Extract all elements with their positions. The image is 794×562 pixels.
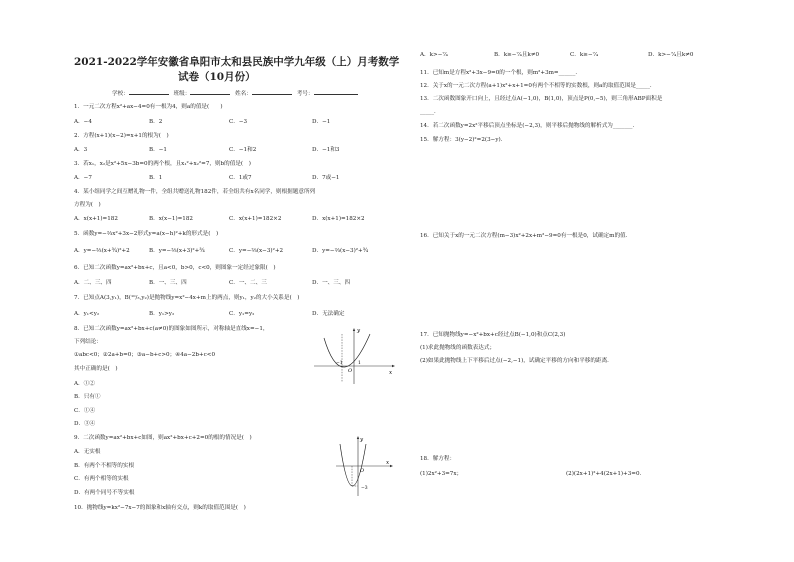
q6-option-d[interactable]: D．一、三、四 bbox=[312, 280, 351, 286]
q5-stem: 5．函数y=−⅔x²+3x−2形式y=a(x−h)²+k的形式是( ) bbox=[74, 231, 219, 237]
q9-option-d[interactable]: D．有两个同号不等实根 bbox=[74, 490, 135, 496]
q11-text: 11．已知m是方程x²+3x−9=0的一个根，则m²+3m=______． bbox=[420, 70, 581, 76]
q10-option-c[interactable]: C．k≥−⁷⁄₄ bbox=[570, 52, 599, 58]
q6-option-b[interactable]: B．一、三、四 bbox=[149, 280, 187, 286]
q6-option-c[interactable]: C．一、二、三 bbox=[229, 280, 267, 286]
q7-option-a[interactable]: A．y₁<y₂ bbox=[74, 311, 100, 317]
q8-parabola-graph bbox=[312, 324, 396, 386]
q5-option-b[interactable]: B．y=−⅔(x+3)²+¾ bbox=[149, 248, 205, 254]
q7-option-c[interactable]: C．y₁=y₂ bbox=[229, 311, 255, 317]
q8-stem-line4: 其中正确的是( ) bbox=[74, 366, 118, 372]
q17-line2: (1)求此抛物线的函数表达式； bbox=[420, 345, 496, 351]
q9-option-a[interactable]: A．无实根 bbox=[74, 449, 101, 455]
class-field[interactable] bbox=[190, 89, 230, 95]
q18-stem: 18．解方程： bbox=[420, 456, 456, 462]
q4-option-b[interactable]: B．x(x−1)=182 bbox=[149, 216, 193, 222]
q4-option-a[interactable]: A．x(x+1)=182 bbox=[74, 216, 118, 222]
q7-stem: 7．已知点A(3,y₁)，B(¹⁰/₃,y₂)是抛物线y=x²−4x+m上的两点，则y₁，y₂的大小关系是( ) bbox=[74, 295, 300, 301]
q9-stem: 9．二次函数y=ax²+bx+c如图，则ax²+bx+c+2=0的根的情况是( ) bbox=[74, 435, 252, 441]
q5-option-a[interactable]: A．y=−⅔(x+¾)²+2 bbox=[74, 248, 130, 254]
q18-part2: (2)(2x+1)²+4(2x+1)+3=0． bbox=[566, 471, 646, 477]
exam-title-line2: 试卷（10月份） bbox=[178, 71, 256, 83]
q8-graph-tick-1: 1 bbox=[358, 361, 361, 366]
q9-graph-y-label: y bbox=[360, 437, 364, 443]
school-label: 学校： bbox=[112, 91, 129, 97]
q3-stem: 3．若x₁，x₂是x²+5x−3b=0的两个根，且x₁²+x₂²=7，则b的值是( ) bbox=[74, 161, 251, 167]
exam-no-label: 考号： bbox=[296, 91, 314, 97]
q17-line3: (2)如果此抛物线上下平移后过点(−2,−1)，试确定平移的方向和平移的距离． bbox=[420, 358, 613, 364]
q8-option-c[interactable]: C．①④ bbox=[74, 408, 96, 414]
name-label: 姓名： bbox=[235, 91, 252, 97]
q4-option-d[interactable]: D．x(x+1)=182×2 bbox=[312, 216, 365, 222]
q2-stem: 2．方程(x+1)(x−2)=x+1的根为( ) bbox=[74, 133, 169, 139]
q5-option-c[interactable]: C．y=−⅔(x−3)²+2 bbox=[229, 248, 284, 254]
q3-option-b[interactable]: B．1 bbox=[149, 175, 163, 181]
q9-graph-origin: O bbox=[360, 468, 365, 474]
q9-parabola-graph bbox=[334, 434, 394, 498]
q8-graph-x-label: x bbox=[389, 370, 393, 376]
q2-option-b[interactable]: B．−1 bbox=[149, 147, 167, 153]
q8-stem-line1: 8．已知二次函数y=ax²+bx+c(a≠0)的图象如图所示，对称轴是直线x=−1， bbox=[74, 326, 269, 332]
q8-option-d[interactable]: D．③④ bbox=[74, 421, 96, 427]
school-field[interactable] bbox=[129, 89, 169, 95]
q8-graph-tick-neg1: −1 bbox=[336, 361, 343, 366]
q5-option-d[interactable]: D．y=−⅔(x−3)²+¾ bbox=[312, 248, 369, 254]
q10-option-d[interactable]: D．k>−⁷⁄₄且k≠0 bbox=[648, 52, 694, 58]
q8-option-b[interactable]: B．只有① bbox=[74, 394, 101, 400]
q8-graph-y-label: y bbox=[357, 328, 361, 334]
q13-line2: _____． bbox=[420, 109, 440, 115]
q9-option-c[interactable]: C．有两个相等的实根 bbox=[74, 476, 129, 482]
q6-option-a[interactable]: A．二、三、四 bbox=[74, 280, 112, 286]
q3-option-a[interactable]: A．−7 bbox=[74, 175, 92, 181]
q4-stem-line1: 4．某小组同学之间互赠礼物一件，全组共赠送礼物182件，若全组共有x名同学，则根据题意所列 bbox=[74, 189, 316, 195]
q15-text: 15．解方程：3(y−2)²=2(3−y)． bbox=[420, 137, 507, 143]
q16-text: 16．已知关于x的一元二次方程(m−3)x²+2x+m²−9=0有一根是0，试确定m的值． bbox=[420, 233, 632, 239]
student-info bbox=[112, 89, 358, 98]
q17-line1: 17．已知抛物线y=−x²+bx+c经过点B(−1,0)和点C(2,3) bbox=[420, 332, 566, 338]
q1-stem: 1．一元二次方程x²+ax−4=0有一根为4，则a的值是( ) bbox=[74, 104, 223, 110]
q6-stem: 6．已知二次函数y=ax²+bx+c，且a<0，b>0，c<0，则图象一定经过象限( ) bbox=[74, 265, 276, 271]
q7-option-b[interactable]: B．y₁>y₂ bbox=[149, 311, 175, 317]
q8-option-a[interactable]: A．①② bbox=[74, 381, 95, 387]
q18-part1: (1)2x²+3=7x； bbox=[420, 471, 463, 477]
q2-option-a[interactable]: A．3 bbox=[74, 147, 88, 153]
q4-stem-line2: 方程为( ) bbox=[74, 202, 101, 208]
q2-option-d[interactable]: D．−1和3 bbox=[312, 147, 340, 153]
q1-option-a[interactable]: A．−4 bbox=[74, 119, 92, 125]
q10-stem: 10．抛物线y=kx²−7x−7的图象和x轴有交点，则k的取值范围是( ) bbox=[74, 505, 246, 511]
class-label: 班级： bbox=[173, 91, 191, 97]
q7-option-d[interactable]: D．无法确定 bbox=[312, 311, 345, 317]
q8-graph-origin: O bbox=[348, 368, 353, 374]
q9-graph-tick-neg3: −3 bbox=[361, 486, 368, 491]
q12-text: 12．关于x的一元二次方程(a+1)x²+x+1=0有两个不相等的实数根，则a的取值范围是_____． bbox=[420, 83, 656, 89]
name-field[interactable] bbox=[252, 89, 292, 95]
q10-option-a[interactable]: A．k>−⁷⁄₄ bbox=[420, 52, 448, 58]
exam-title-line1: 2021-2022学年安徽省阜阳市太和县民族中学九年级（上）月考数学 bbox=[74, 56, 400, 68]
q2-option-c[interactable]: C．−1和2 bbox=[229, 147, 257, 153]
q8-stem-line2: 下列结论： bbox=[74, 339, 102, 345]
q3-option-d[interactable]: D．7或−1 bbox=[312, 175, 340, 181]
exam-no-field[interactable] bbox=[314, 89, 358, 95]
q13-line1: 13．二次函数图象开口向上，且经过点A(−1,0)，B(1,0)，顶点是P(0,−5)，则三角形ABP面积是 bbox=[420, 96, 663, 102]
q14-text: 14．若二次函数y=2x²平移后顶点坐标是(−2,3)，则平移后抛物线的解析式为_______． bbox=[420, 123, 639, 129]
q8-stem-line3: ①abc<0；②2a+b=0；③a−b+c>0；④4a−2b+c<0 bbox=[74, 352, 215, 358]
right-column bbox=[420, 0, 794, 562]
q1-option-c[interactable]: C．−3 bbox=[229, 119, 248, 125]
q1-option-b[interactable]: B．2 bbox=[149, 119, 163, 125]
q4-option-c[interactable]: C．x(x+1)=182×2 bbox=[229, 216, 282, 222]
q3-option-c[interactable]: C．1或7 bbox=[229, 175, 252, 181]
q10-option-b[interactable]: B．k≥−⁷⁄₄且k≠0 bbox=[494, 52, 540, 58]
q9-option-b[interactable]: B．有两个不相等的实根 bbox=[74, 463, 135, 469]
q1-option-d[interactable]: D．−1 bbox=[312, 119, 331, 125]
q9-graph-x-label: x bbox=[386, 460, 390, 466]
